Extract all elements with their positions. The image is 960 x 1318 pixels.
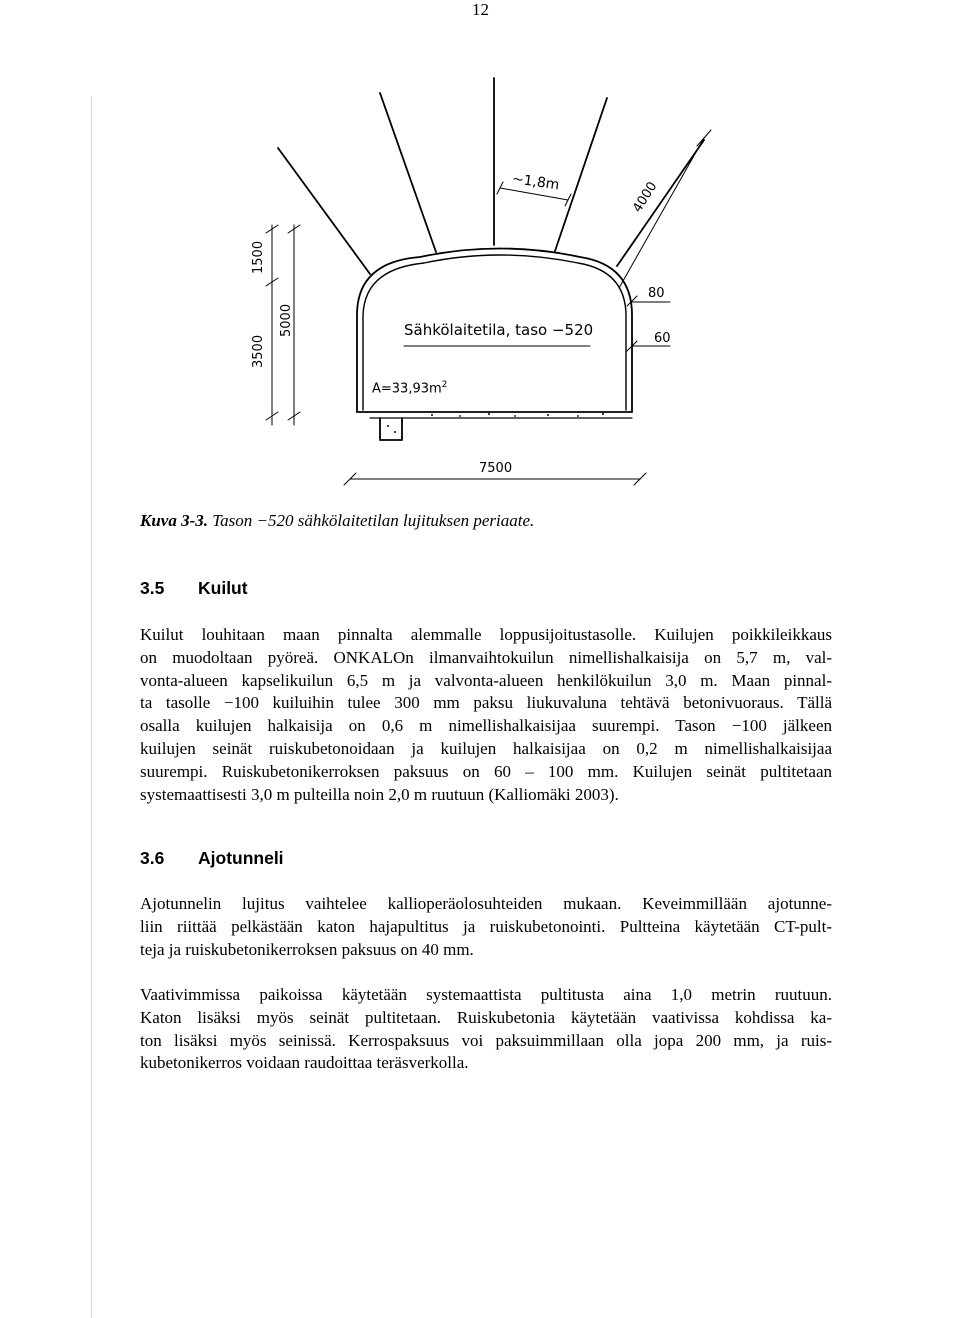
dim-7500-label: 7500 — [479, 461, 513, 476]
tunnel-cross-section-figure — [0, 0, 960, 500]
section-title: Ajotunneli — [198, 848, 284, 868]
page-number: 12 — [472, 0, 489, 19]
dim-5000-label: 5000 — [279, 303, 294, 337]
dim-80-label: 80 — [648, 286, 665, 301]
rock-bolt-1 — [278, 148, 370, 274]
text-line: teja ja ruiskubetonikerroksen paksuus on 40 mm. — [140, 939, 474, 959]
dim-60-label: 60 — [654, 331, 671, 346]
section-number: 3.6 — [140, 848, 165, 868]
area-label — [372, 381, 447, 395]
drainage-channel — [380, 418, 402, 440]
text-line: kubetonikerros voidaan raudoittaa teräsverkolla. — [140, 1053, 469, 1073]
rock-bolt-2 — [380, 93, 436, 252]
text-line: Vaativimmissa paikoissa käytetään systemaattista pultitusta aina 1,0 metrin ruutuun. — [140, 985, 832, 1004]
dim-1500-label: 1500 — [251, 240, 266, 274]
section-heading-3-5 — [140, 578, 248, 599]
dim-1-8m-label: ~1,8m — [510, 171, 561, 194]
text-line: liin riittää pelkästään katon hajapultitus ja ruiskubetonointi. Pultteina käytetään CT-pult- — [140, 916, 832, 936]
floor-slab-aggregate — [387, 413, 604, 433]
text-line: Kuilut louhitaan maan pinnalta alemmalle loppusijoitustasolle. Kuilujen poikkileikkaus — [140, 625, 832, 644]
paragraph-ajotunneli-1 — [140, 893, 832, 961]
section-number: 3.5 — [140, 578, 165, 598]
text-line: Katon lisäksi myös seinät pultitetaan. Ruiskubetonia käytetään vaativissa kohdissa ka- — [140, 1007, 832, 1027]
rock-bolt-4 — [555, 98, 607, 251]
section-title: Kuilut — [198, 578, 248, 598]
dim-4000-tick — [697, 130, 711, 146]
dim-4000-line — [619, 138, 704, 288]
figure-caption-label: Kuva 3-3. — [140, 511, 208, 530]
text-line: ta tasolle −100 kuiluihin tulee 300 mm paksu liukuvaluna tehtävä betonivuoraus. Tällä — [140, 693, 832, 713]
paragraph-ajotunneli-2 — [140, 984, 832, 1075]
area-value: A=33,93m — [372, 381, 442, 397]
text-line: kuilujen seinät ruiskubetonoidaan ja kuilujen halkaisijaa on 0,2 m nimellishalkaisijaa — [140, 738, 832, 758]
area-unit-exponent: 2 — [441, 380, 448, 390]
section-heading-3-6 — [140, 848, 284, 869]
figure-caption-text: Tason −520 sähkölaitetilan lujituksen periaate. — [212, 511, 535, 530]
dim-4000-label: 4000 — [630, 179, 661, 216]
rock-bolt-5 — [617, 140, 704, 266]
text-line: vonta-alueen kapselikuilun 6,5 m ja valvonta-alueen henkilökuilun 3,0 m. Maan pinnal- — [140, 670, 832, 690]
text-line: on muodoltaan pyöreä. ONKALOn ilmanvaihtokuilun nimellishalkaisija on 5,7 m, val- — [140, 647, 832, 667]
dim-3500-label: 3500 — [251, 334, 266, 368]
text-line: Ajotunnelin lujitus vaihtelee kallioperäolosuhteiden mukaan. Keveimmillään ajotunne- — [140, 894, 832, 913]
paragraph-kuilut — [140, 624, 832, 806]
room-label: Sähkölaitetila, taso −520 — [404, 321, 594, 339]
text-line: systemaattisesti 3,0 m pulteilla noin 2,0 m ruutuun (Kalliomäki 2003). — [140, 784, 619, 804]
text-line: osalla kuilujen halkaisija on 0,6 m nimellishalkaisijaa suurempi. Tason −100 jälkeen — [140, 716, 832, 736]
text-line: suurempi. Ruiskubetonikerroksen paksuus on 60 – 100 mm. Kuilujen seinät pultitetaan — [140, 761, 832, 781]
text-line: ton lisäksi myös seinissä. Kerrospaksuus voi paksuimmillaan olla jopa 200 mm, ja ruis- — [140, 1030, 832, 1050]
cross-section-drawing — [0, 0, 960, 500]
figure-caption — [140, 511, 534, 531]
